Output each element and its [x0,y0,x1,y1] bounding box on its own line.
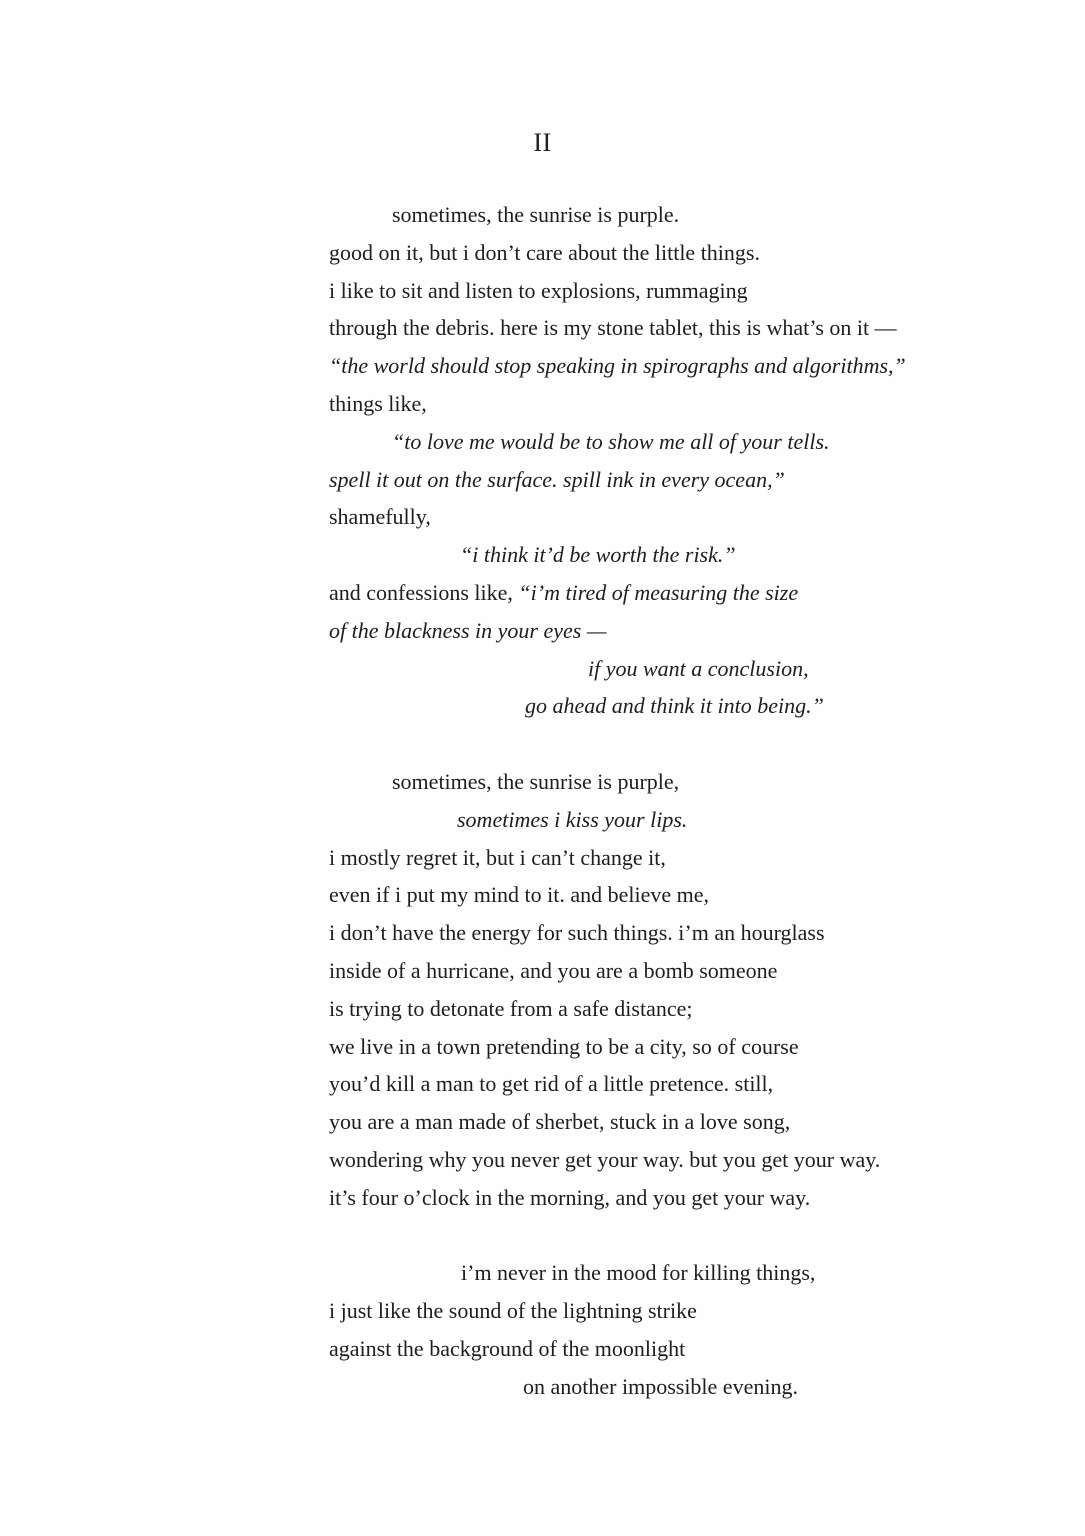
poem-line [329,309,969,347]
poem-line-segment: sometimes, the sunrise is purple, [392,768,680,794]
poem-line [329,1179,969,1217]
poem-line-segment: i mostly regret it, but i can’t change it, [329,844,666,870]
poem-line [588,650,969,688]
poem-stanza [329,1254,969,1405]
poem-line [457,801,969,839]
poem-body [329,196,969,1406]
poem-line [392,763,969,801]
poem-line-segment: and confessions like, [329,579,519,605]
poem-line [525,687,969,725]
poem-line [329,914,969,952]
poem-line-segment: i just like the sound of the lightning strike [329,1298,697,1324]
poem-line [460,536,969,574]
poem-line-segment: sometimes i kiss your lips. [457,806,688,832]
poem-line-segment: i like to sit and listen to explosions, rummaging [329,277,748,303]
poem-line [329,272,969,310]
poem-line-segment: we live in a town pretending to be a city, so of course [329,1033,799,1059]
poem-line-segment: i don’t have the energy for such things. i’m an hourglass [329,920,825,946]
poem-line-segment: wondering why you never get your way. but you get your way. [329,1146,881,1172]
poem-line [329,1103,969,1141]
poem-line-segment: you are a man made of sherbet, stuck in a love song, [329,1109,791,1135]
poem-line [329,952,969,990]
poem-line-segment: spell it out on the surface. spill ink in every ocean,” [329,466,785,492]
poem-line [329,990,969,1028]
poem-line [329,347,969,385]
poem-line-segment: “i think it’d be worth the risk.” [460,542,736,568]
poem-line [329,385,969,423]
poem-line-segment: is trying to detonate from a safe distance; [329,995,693,1021]
poem-line-segment: on another impossible evening. [523,1373,798,1399]
poem-line-segment: if you want a conclusion, [588,655,809,681]
poem-section-number: II [533,128,552,157]
poem-line [329,461,969,499]
poem-line-segment: through the debris. here is my stone tablet, this is what’s on it — [329,315,897,341]
poem-line-segment: of the blackness in your eyes — [329,617,607,643]
poem-line [392,423,969,461]
poem-line [329,234,969,272]
poem-line [329,1292,969,1330]
poem-stanza [329,763,969,1217]
poem-line-segment: good on it, but i don’t care about the little things. [329,239,760,265]
poem-line [329,574,969,612]
poem-line-segment: it’s four o’clock in the morning, and you get your way. [329,1184,811,1210]
poem-line-segment: things like, [329,390,427,416]
poem-line-segment: “the world should stop speaking in spirographs and algorithms,” [329,353,906,379]
poem-line-segment: you’d kill a man to get rid of a little pretence. still, [329,1071,774,1097]
poem-line [392,196,969,234]
poem-line [523,1368,969,1406]
poem-line [329,876,969,914]
poem-line [329,1028,969,1066]
poem-line-segment: go ahead and think it into being.” [525,693,824,719]
poem-line [329,498,969,536]
poem-line-segment: i’m never in the mood for killing things, [461,1260,816,1286]
poem-line [329,1330,969,1368]
poem-line-segment: “to love me would be to show me all of your tells. [392,428,830,454]
poem-line-segment: sometimes, the sunrise is purple. [392,202,680,227]
poem-stanza [329,196,969,725]
poem-line [329,612,969,650]
poem-line [329,1141,969,1179]
poem-line-segment: inside of a hurricane, and you are a bomb someone [329,957,778,983]
poem-line-segment: even if i put my mind to it. and believe me, [329,882,710,908]
poem-line [329,1065,969,1103]
poem-line-segment: shamefully, [329,504,431,530]
poem-line-segment: “i’m tired of measuring the size [518,579,799,605]
poem-line [329,839,969,877]
poem-line [461,1254,969,1292]
poem-line-segment: against the background of the moonlight [329,1335,686,1361]
